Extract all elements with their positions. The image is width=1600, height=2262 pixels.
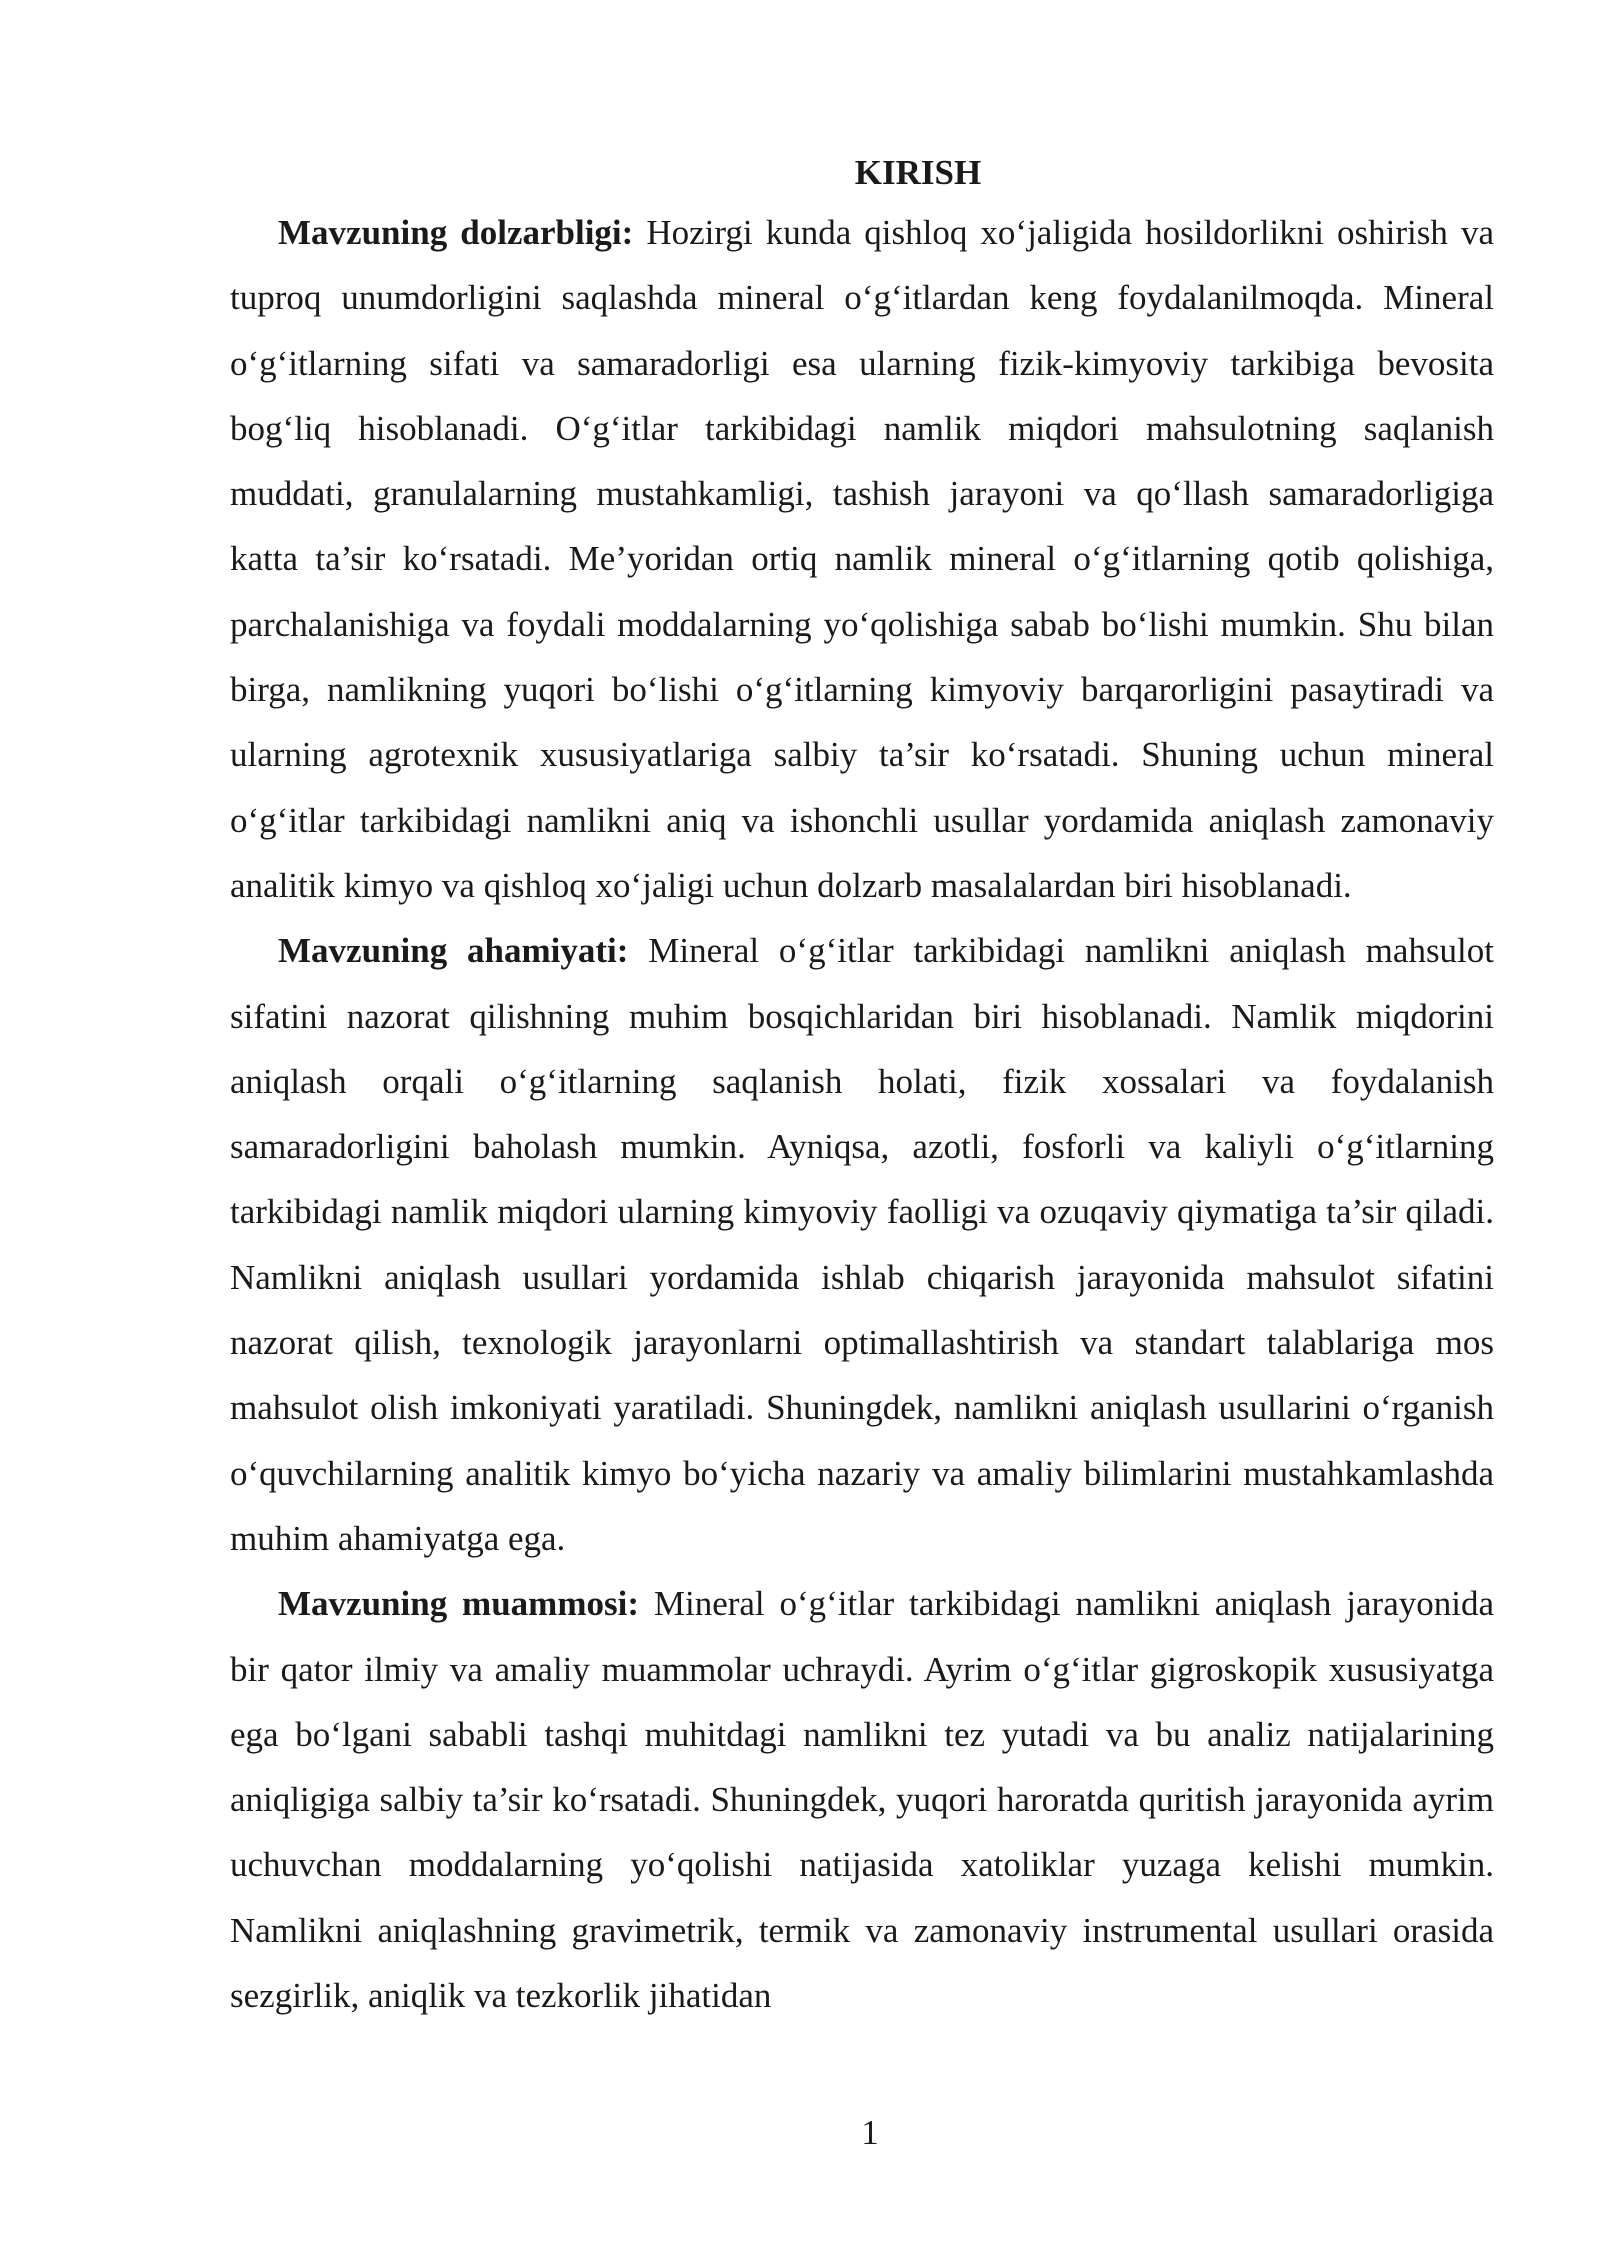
paragraph-relevance [230, 200, 1494, 918]
paragraph-text-importance: Mineral o‘g‘itlar tarkibidagi namlikni aniqlash mahsulot sifatini nazorat qilishning muhim bosqichlaridan biri hisoblanadi. Namlik miqdorini aniqlash orqali o‘g‘itlarning saqlanish holati, fizik xossalari va foydalanish samaradorligini baholash mumkin. Ayniqsa, azotli, fosforli va kaliyli o‘g‘itlarning tarkibidagi namlik miqdori ularning kimyoviy faolligi va ozuqaviy qiymatiga ta’sir qiladi. Namlikni aniqlash usullari yordamida ishlab chiqarish jarayonida mahsulot sifatini nazorat qilish, texnologik jarayonlarni optimallashtirish va standart talablariga mos mahsulot olish imkoniyati yaratiladi. Shuningdek, namlikni aniqlash usullarini o‘rganish o‘quvchilarning analitik kimyo bo‘yicha nazariy va amaliy bilimlarini mustahkamlashda muhim ahamiyatga ega. [230, 931, 1495, 1558]
paragraph-importance [230, 918, 1494, 1571]
paragraph-text-problem: Mineral o‘g‘itlar tarkibidagi namlikni aniqlash jarayonida bir qator ilmiy va amaliy muammolar uchraydi. Ayrim o‘g‘itlar gigroskopik xususiyatga ega bo‘lgani sababli tashqi muhitdagi namlikni tez yutadi va bu analiz natijalarining aniqligiga salbiy ta’sir ko‘rsatadi. Shuningdek, yuqori haroratda quritish jarayonida ayrim uchuvchan moddalarning yo‘qolishi natijasida xatoliklar yuzaga kelishi mumkin. Namlikni aniqlashning gravimetrik, termik va zamonaviy instrumental usullari orasida sezgirlik, aniqlik va tezkorlik jihatidan [230, 1584, 1494, 2016]
page-number: 1 [861, 2113, 879, 2152]
document-page [230, 148, 1494, 2028]
paragraph-lead-problem: Mavzuning muammosi: [278, 1584, 639, 1624]
paragraph-problem [230, 1571, 1494, 2028]
paragraph-text-relevance: Hozirgi kunda qishloq xo‘jaligida hosildorlikni oshirish va tuproq unumdorligini saqlashda mineral o‘g‘itlardan keng foydalanilmoqda. Mineral o‘g‘itlarning sifati va samaradorligi esa ularning fizik-kimyoviy tarkibiga bevosita bog‘liq hisoblanadi. O‘g‘itlar tarkibidagi namlik miqdori mahsulotning saqlanish muddati, granulalarning mustahkamligi, tashish jarayoni va qo‘llash samaradorligiga katta ta’sir ko‘rsatadi. Me’yoridan ortiq namlik mineral o‘g‘itlarning qotib qolishiga, parchalanishiga va foydali moddalarning yo‘qolishiga sabab bo‘lishi mumkin. Shu bilan birga, namlikning yuqori bo‘lishi o‘g‘itlarning kimyoviy barqarorligini pasaytiradi va ularning agrotexnik xususiyatlariga salbiy ta’sir ko‘rsatadi. Shuning uchun mineral o‘g‘itlar tarkibidagi namlikni aniq va ishonchli usullar yordamida aniqlash zamonaviy analitik kimyo va qishloq xo‘jaligi uchun dolzarb masalalardan biri hisoblanadi. [230, 213, 1494, 905]
paragraph-lead-relevance: Mavzuning dolzarbligi: [278, 213, 634, 252]
section-title: KIRISH [854, 153, 982, 192]
paragraph-lead-importance: Mavzuning ahamiyati: [278, 931, 629, 971]
